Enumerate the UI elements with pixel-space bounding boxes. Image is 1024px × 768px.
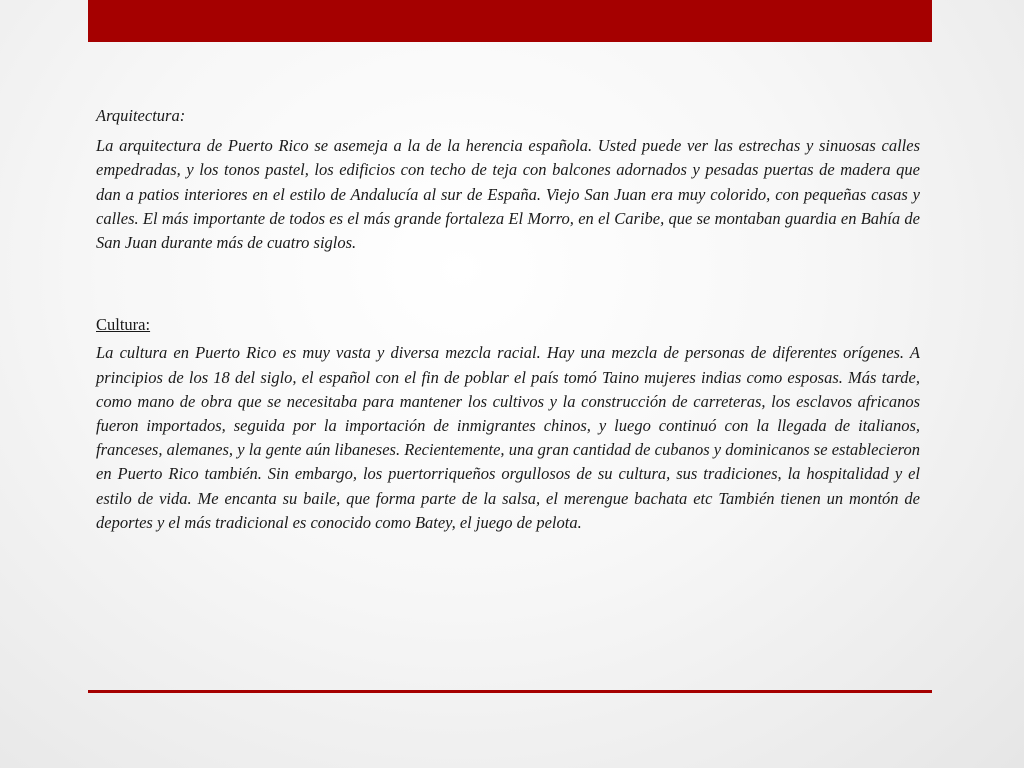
section-body-cultura: La cultura en Puerto Rico es muy vasta y diversa mezcla racial. Hay una mezcla de personas de diferentes orígenes. A principios de los 18 del siglo, el español con el fin de poblar el país tomó Taino mujeres indias como esposas. Más tarde, como mano de obra que se necesitaba para mantener los cultivos y la construcción de carreteras, los esclavos africanos fueron importados, seguida por la importación de inmigrantes chinos, y luego continuó con la llegada de italianos, franceses, alemanes, y la gente aún libaneses. Recientemente, una gran cantidad de cubanos y dominicanos se establecieron en Puerto Rico también. Sin embargo, los puertorriqueños orgullosos de su cultura, sus tradiciones, la hospitalidad y el estilo de vida. Me encanta su baile, que forma parte de la salsa, el merengue bachata etc También tienen un montón de deportes y el más tradicional es conocido como Batey, el juego de pelota. (96, 343, 920, 532)
slide-content (96, 104, 920, 535)
section-spacer (96, 255, 920, 313)
bottom-accent-rule (88, 690, 932, 693)
section-body-arquitectura: La arquitectura de Puerto Rico se asemeja a la de la herencia española. Usted puede ver las estrechas y sinuosas calles empedradas, y los tonos pastel, los edificios con techo de teja con balcones adornados y pesadas puertas de madera que dan a patios interiores en el estilo de Andalucía al sur de España. Viejo San Juan era muy colorido, con pequeñas casas y calles. El más importante de todos es el más grande fortaleza El Morro, en el Caribe, que se montaban guardia en Bahía de San Juan durante más de cuatro siglos. (96, 136, 920, 253)
section-heading-arquitectura: Arquitectura: (96, 106, 186, 125)
top-accent-bar (88, 0, 932, 42)
section-heading-cultura: Cultura: (96, 315, 151, 335)
